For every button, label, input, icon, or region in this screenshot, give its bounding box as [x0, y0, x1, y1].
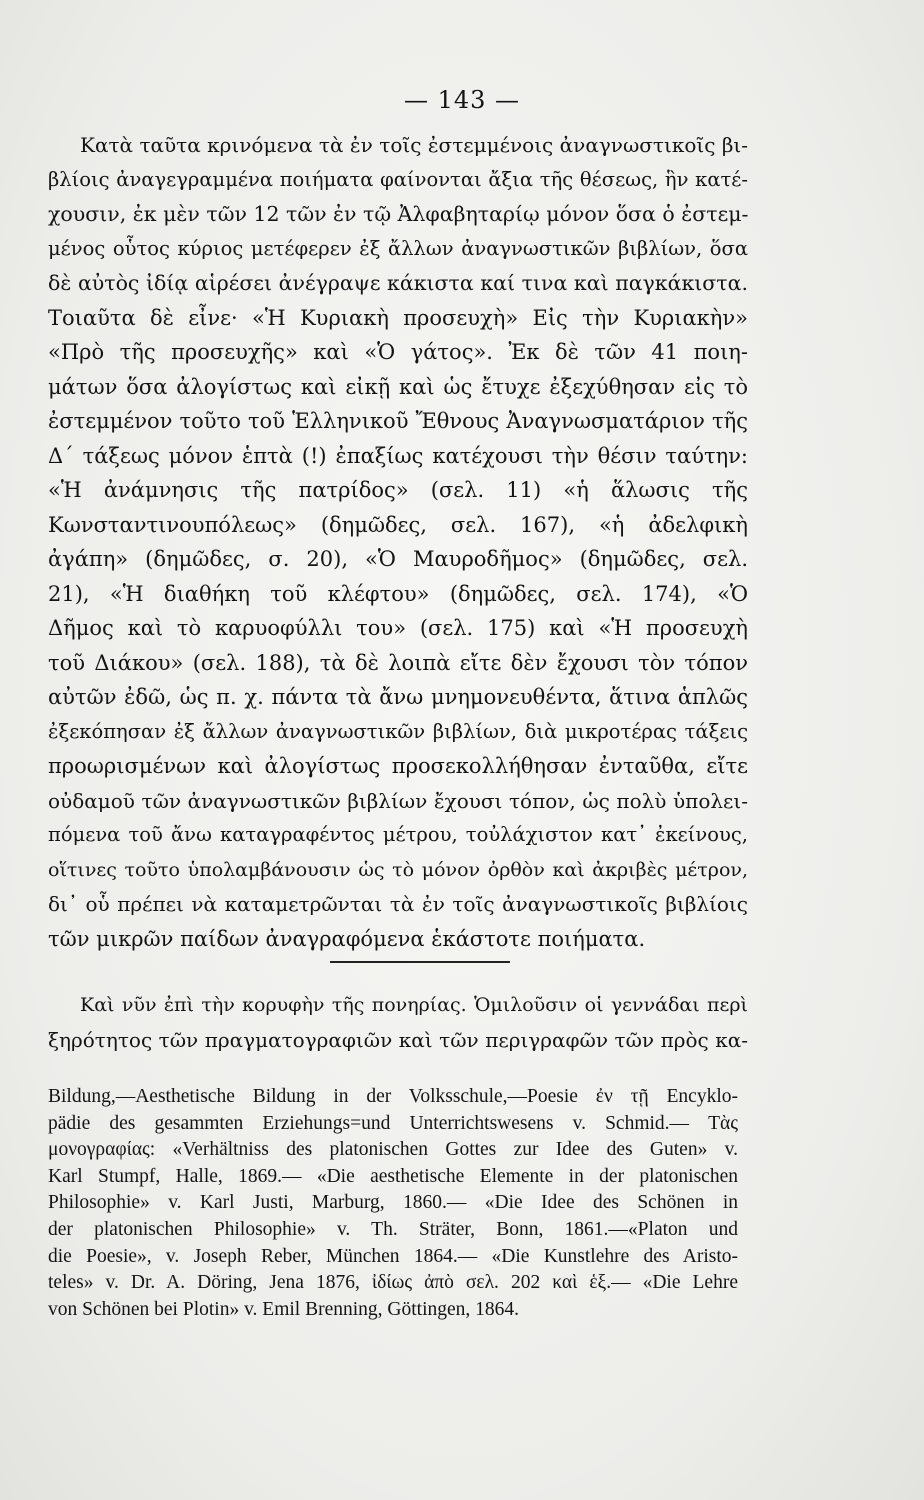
text-line: ξηρότητος τῶν πραγματογραφιῶν καὶ τῶν περιγραφῶν τῶν πρὸς κα-: [48, 1027, 748, 1052]
text-line: βλίοις ἀναγεγραμμένα ποιήματα φαίνονται ἄξια τῆς θέσεως, ἣν κατέ-: [48, 167, 748, 191]
text-line: οἵτινες τοῦτο ὑπολαμβάνουσιν ὡς τὸ μόνον ὀρθὸν καὶ ἀκριβὲς μέτρον,: [48, 858, 748, 881]
text-line: Δῆμος καὶ τὸ καρυοφύλλι του» (σελ. 175) καὶ «Ἡ προσευχὴ: [48, 616, 748, 640]
footnote: [48, 1084, 738, 1323]
text-line: προωρισμένων καὶ ἀλογίστως προσεκολλήθησαν ἐνταῦθα, εἴτε: [48, 754, 748, 778]
text-line: ἐξεκόπησαν ἐξ ἄλλων ἀναγνωστικῶν βιβλίων, διὰ μικροτέρας τάξεις: [48, 719, 748, 743]
footnote-line: der platonischen Philosophie» v. Th. Sträter, Bonn, 1861.—«Platon und: [48, 1218, 738, 1240]
text-line: «Ἡ ἀνάμνησις τῆς πατρίδος» (σελ. 11) «ἡ ἅλωσις τῆς: [48, 478, 748, 502]
text-line: Καὶ νῦν ἐπὶ τὴν κορυφὴν τῆς πονηρίας. Ὁμιλοῦσιν οἱ γεννάδαι περὶ: [80, 994, 748, 1016]
text-line: Τοιαῦτα δὲ εἶνε· «Ἡ Κυριακὴ προσευχὴ» Εἰς τὴν Κυριακὴν»: [48, 305, 748, 330]
text-line: χουσιν, ἐκ μὲν τῶν 12 τῶν ἐν τῷ Ἀλφαβηταρίῳ μόνον ὅσα ὁ ἐστεμ-: [48, 202, 749, 226]
page-number: — 143 —: [403, 86, 521, 114]
text-line: Δ΄ τάξεως μόνον ἑπτὰ (!) ἐπαξίως κατέχουσι τὴν θέσιν ταύτην:: [48, 443, 748, 468]
text-line: οὐδαμοῦ τῶν ἀναγνωστικῶν βιβλίων ἔχουσι τόπον, ὡς πολὺ ὑπολει-: [48, 788, 748, 813]
text-line: αὐτῶν ἐδῶ, ὡς π. χ. πάντα τὰ ἄνω μνημονευθέντα, ἅτινα ἁπλῶς: [48, 685, 748, 709]
text-line: μάτων ὅσα ἀλογίστως καὶ εἰκῇ καὶ ὡς ἔτυχε ἐξεχύθησαν εἰς τὸ: [48, 374, 748, 399]
footnote-line: pädie des gesammten Erziehungs=und Unterrichtswesens v. Schmid.— Τὰς: [48, 1112, 738, 1134]
footnote-line: Philosophie» v. Karl Justi, Marburg, 1860.— «Die Idee des Schönen in: [48, 1192, 738, 1214]
text-line: δι᾽ οὗ πρέπει νὰ καταμετρῶνται τὰ ἐν τοῖς ἀναγνωστικοῖς βιβλίοις: [48, 892, 748, 916]
text-line: τοῦ Διάκου» (σελ. 188), τὰ δὲ λοιπὰ εἴτε δὲν ἔχουσι τὸν τόπον: [48, 650, 748, 675]
text-line: τῶν μικρῶν παίδων ἀναγραφόμενα ἑκάστοτε ποιήματα.: [48, 926, 646, 951]
text-line: 21), «Ἡ διαθήκη τοῦ κλέφτου» (δημῶδες, σελ. 174), «Ὁ: [48, 581, 748, 606]
main-paragraph: [48, 128, 748, 956]
footnote-line: μονογραφίας: «Verhältniss des platonischen Gottes zur Idee des Guten» v.: [48, 1139, 738, 1161]
text-line: ἀγάπη» (δημῶδες, σ. 20), «Ὁ Μαυροδῆμος» (δημῶδες, σελ.: [48, 547, 748, 571]
text-line: ἐστεμμένον τοῦτο τοῦ Ἑλληνικοῦ Ἔθνους Ἀναγνωσματάριον τῆς: [48, 409, 748, 433]
second-paragraph: [48, 988, 748, 1057]
footnote-line: Karl Stumpf, Halle, 1869.— «Die aesthetische Elemente in der platonischen: [48, 1165, 738, 1187]
footnote-line: von Schönen bei Plotin» v. Emil Brenning, Göttingen, 1864.: [48, 1298, 520, 1320]
text-line: «Πρὸ τῆς προσευχῆς» καὶ «Ὁ γάτος». Ἐκ δὲ τῶν 41 ποιη-: [48, 340, 748, 364]
footnote-line: teles» v. Dr. A. Döring, Jena 1876, ἰδίως ἀπὸ σελ. 202 καὶ ἑξ.— «Die Lehre: [48, 1272, 738, 1294]
text-line: Κωνσταντινουπόλεως» (δημῶδες, σελ. 167), «ἡ ἀδελφικὴ: [48, 512, 748, 537]
text-line: δὲ αὐτὸς ἰδίᾳ αἱρέσει ἀνέγραψε κάκιστα καί τινα καὶ παγκάκιστα.: [48, 271, 748, 295]
footnote-line: Bildung,—Aesthetische Bildung in der Volksschule,—Poesie ἐν τῇ Encyklo-: [48, 1086, 738, 1107]
text-line: Κατὰ ταῦτα κρινόμενα τὰ ἐν τοῖς ἐστεμμένοις ἀναγνωστικοῖς βι-: [80, 133, 748, 157]
text-line: μένος οὗτος κύριος μετέφερεν ἐξ ἄλλων ἀναγνωστικῶν βιβλίων, ὅσα: [48, 236, 748, 260]
section-divider: [330, 961, 510, 963]
footnote-line: die Poesie», v. Joseph Reber, München 1864.— «Die Kunstlehre des Aristo-: [48, 1245, 738, 1267]
text-line: πόμενα τοῦ ἄνω καταγραφέντος μέτρου, τοὐλάχιστον κατ᾽ ἐκείνους,: [48, 823, 748, 846]
